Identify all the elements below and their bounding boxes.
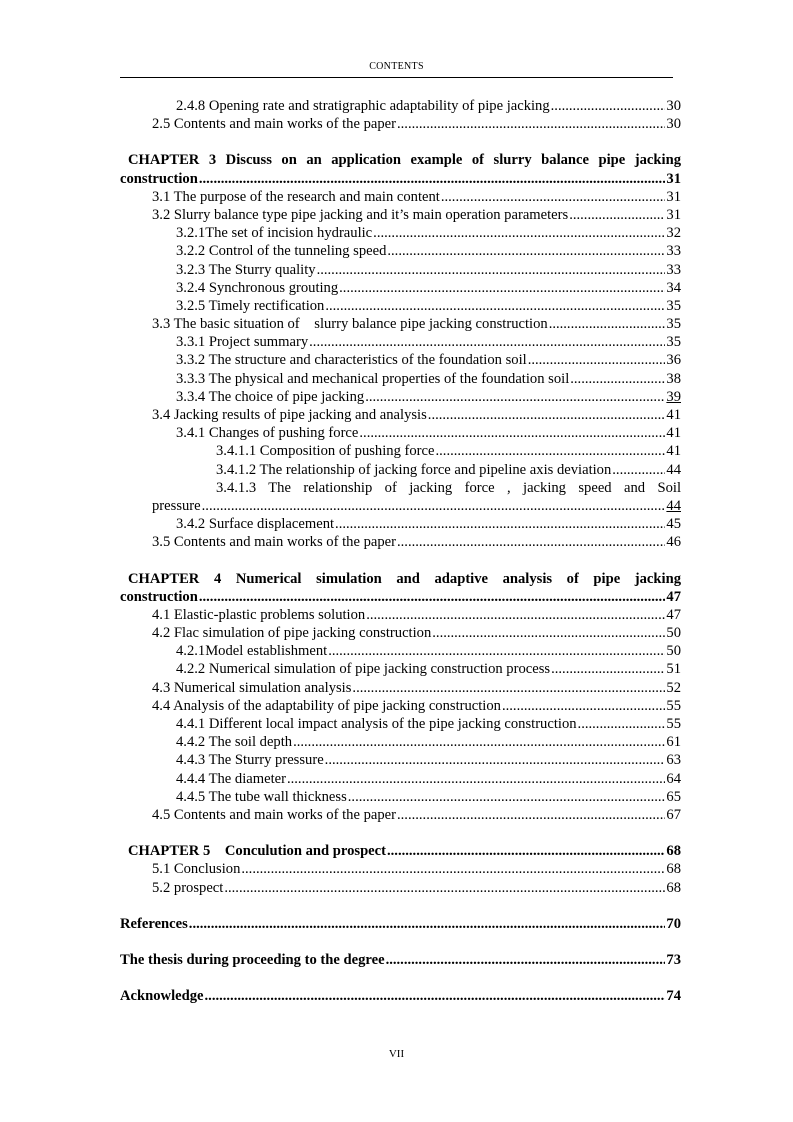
- page-number: 31: [666, 170, 681, 187]
- toc-entry[interactable]: 3.2.5 Timely rectification ..... 35: [120, 298, 681, 316]
- toc-entry[interactable]: 2.5 Contents and main works of the paper ..... 30: [120, 116, 681, 134]
- toc-entry[interactable]: 3.3.4 The choice of pipe jacking ..... 39: [120, 389, 681, 407]
- toc-entry[interactable]: 4.3 Numerical simulation analysis ..... 52: [120, 680, 681, 698]
- page-number: 30: [666, 116, 681, 133]
- toc-entry[interactable]: 4.4.2 The soil depth ..... 61: [120, 734, 681, 752]
- toc-entry[interactable]: 4.4.5 The tube wall thickness ..... 65: [120, 789, 681, 807]
- chapter-entry[interactable]: construction ..... 31: [120, 171, 681, 189]
- chapter-heading[interactable]: CHAPTER 4 Numerical simulation and adaptive analysis of pipe jacking: [128, 570, 681, 587]
- toc-entry[interactable]: 5.1 Conclusion ..... 68: [120, 861, 681, 879]
- toc-entry[interactable]: 4.2.2 Numerical simulation of pipe jacking construction process ..... 51: [120, 661, 681, 679]
- toc-entry[interactable]: 2.4.8 Opening rate and stratigraphic adaptability of pipe jacking ..... 30: [120, 98, 681, 116]
- references-entry[interactable]: References ..... 70: [120, 916, 681, 934]
- toc-entry[interactable]: 3.2 Slurry balance type pipe jacking and it’s main operation parameters ..... 31: [120, 207, 681, 225]
- toc-entry[interactable]: 4.1 Elastic-plastic problems solution ..... 47: [120, 607, 681, 625]
- toc-entry[interactable]: 4.4.3 The Sturry pressure ..... 63: [120, 752, 681, 770]
- page-number-footer: VII: [388, 1048, 405, 1060]
- toc-entry[interactable]: 3.2.3 The Sturry quality ..... 33: [120, 262, 681, 280]
- toc-entry[interactable]: 4.2 Flac simulation of pipe jacking construction ..... 50: [120, 625, 681, 643]
- toc-entry[interactable]: 4.2.1Model establishment ..... 50: [120, 643, 681, 661]
- toc-entry[interactable]: 4.4.4 The diameter ..... 64: [120, 771, 681, 789]
- toc-entry[interactable]: 3.4.1.2 The relationship of jacking force and pipeline axis deviation ..... 44: [120, 462, 681, 480]
- table-of-contents: [120, 98, 681, 1006]
- page-number: 30: [666, 98, 681, 114]
- toc-entry[interactable]: 3.1 The purpose of the research and main content ..... 31: [120, 189, 681, 207]
- toc-entry[interactable]: 3.4.1 Changes of pushing force ..... 41: [120, 425, 681, 443]
- header-rule: [120, 77, 673, 78]
- chapter-heading[interactable]: CHAPTER 3 Discuss on an application example of slurry balance pipe jacking: [128, 152, 681, 169]
- toc-entry[interactable]: 5.2 prospect ..... 68: [120, 880, 681, 898]
- toc-entry[interactable]: 3.3.1 Project summary ..... 35: [120, 334, 681, 352]
- toc-entry[interactable]: 3.2.1The set of incision hydraulic ..... 32: [120, 225, 681, 243]
- toc-entry[interactable]: 3.2.4 Synchronous grouting ..... 34: [120, 280, 681, 298]
- chapter-entry[interactable]: construction ..... 47: [120, 589, 681, 607]
- toc-entry[interactable]: 3.3.2 The structure and characteristics of the foundation soil ..... 36: [120, 352, 681, 370]
- toc-entry[interactable]: 3.2.2 Control of the tunneling speed ..... 33: [120, 243, 681, 261]
- thesis-entry[interactable]: The thesis during proceeding to the degree ..... 73: [120, 952, 681, 970]
- toc-entry[interactable]: 3.3 The basic situation of slurry balance pipe jacking construction ..... 35: [120, 316, 681, 334]
- toc-entry-wrapped[interactable]: 3.4.1.3 The relationship of jacking force , jacking speed and Soil: [216, 479, 681, 496]
- running-header: CONTENTS: [369, 61, 424, 72]
- toc-entry[interactable]: 4.4 Analysis of the adaptability of pipe jacking construction ..... 55: [120, 698, 681, 716]
- toc-entry[interactable]: pressure ..... 44: [120, 498, 681, 516]
- acknowledge-entry[interactable]: Acknowledge ..... 74: [120, 988, 681, 1006]
- toc-entry[interactable]: 3.4.1.1 Composition of pushing force ..... 41: [120, 443, 681, 461]
- toc-entry[interactable]: 3.5 Contents and main works of the paper ..... 46: [120, 534, 681, 552]
- toc-entry[interactable]: 4.5 Contents and main works of the paper ..... 67: [120, 807, 681, 825]
- toc-entry[interactable]: 3.4 Jacking results of pipe jacking and analysis ..... 41: [120, 407, 681, 425]
- toc-entry[interactable]: 3.4.2 Surface displacement ..... 45: [120, 516, 681, 534]
- toc-entry[interactable]: 3.3.3 The physical and mechanical properties of the foundation soil ..... 38: [120, 371, 681, 389]
- toc-entry[interactable]: 4.4.1 Different local impact analysis of the pipe jacking construction ..... 55: [120, 716, 681, 734]
- chapter-entry[interactable]: CHAPTER 5 Conculution and prospect ..... 68: [120, 843, 681, 861]
